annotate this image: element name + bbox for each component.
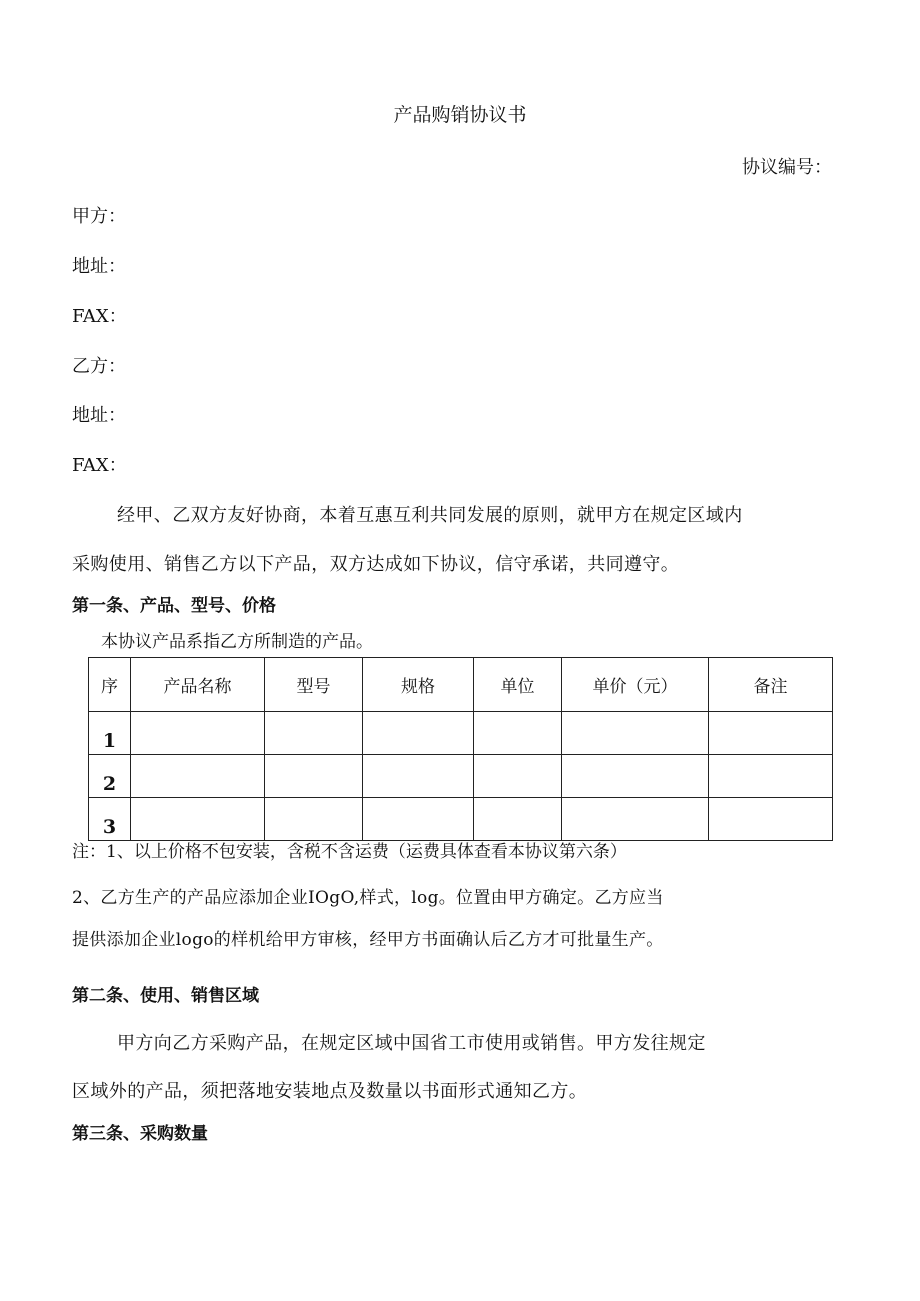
cell-model: [265, 798, 363, 841]
intro-line-1: 经甲、乙双方友好协商，本着互惠互利共同发展的原则，就甲方在规定区域内: [117, 505, 743, 526]
article2-line-2: 区域外的产品，须把落地安装地点及数量以书面形式通知乙方。: [72, 1081, 588, 1102]
article2-line-1: 甲方向乙方采购产品，在规定区域中国省工市使用或销售。甲方发往规定: [117, 1033, 706, 1054]
table-row: [89, 755, 833, 798]
cell-unit: [474, 798, 562, 841]
header-remarks: 备注: [709, 658, 833, 712]
cell-unit: [474, 755, 562, 798]
table-header-row: [89, 658, 833, 712]
article3-heading: 第三条、采购数量: [72, 1124, 208, 1144]
cell-remarks: [709, 712, 833, 755]
party-a-fax-label: FAX：: [72, 306, 127, 327]
party-b-address-label: 地址：: [72, 405, 126, 426]
cell-spec: [363, 798, 474, 841]
article1-note-2-line-1: 2、乙方生产的产品应添加企业IOgO,样式，log。位置由甲方确定。乙方应当: [72, 888, 664, 908]
article1-heading: 第一条、产品、型号、价格: [72, 596, 276, 616]
cell-spec: [363, 712, 474, 755]
cell-remarks: [709, 798, 833, 841]
row-number: 3: [89, 798, 131, 841]
header-unit-price: 单价（元）: [562, 658, 709, 712]
cell-unit-price: [562, 712, 709, 755]
party-b-name-label: 乙方：: [72, 356, 126, 377]
party-a-address-label: 地址：: [72, 256, 126, 277]
table-row: [89, 798, 833, 841]
cell-spec: [363, 755, 474, 798]
row-number: 1: [89, 712, 131, 755]
cell-remarks: [709, 755, 833, 798]
article1-note-2-line-2: 提供添加企业logo的样机给甲方审核，经甲方书面确认后乙方才可批量生产。: [72, 930, 664, 950]
agreement-number-label: 协议编号：: [742, 157, 832, 178]
table-row: [89, 712, 833, 755]
party-a-name-label: 甲方：: [72, 206, 126, 227]
header-index: 序: [89, 658, 131, 712]
party-b-fax-label: FAX：: [72, 455, 127, 476]
cell-product-name: [131, 755, 265, 798]
intro-line-2: 采购使用、销售乙方以下产品，双方达成如下协议，信守承诺，共同遵守。: [72, 554, 680, 575]
article1-note-1: 注：1、以上价格不包安装，含税不含运费（运费具体查看本协议第六条）: [72, 842, 627, 862]
article1-description: 本协议产品系指乙方所制造的产品。: [101, 632, 373, 652]
document-title: 产品购销协议书: [393, 104, 527, 126]
cell-product-name: [131, 712, 265, 755]
cell-unit: [474, 712, 562, 755]
cell-product-name: [131, 798, 265, 841]
cell-unit-price: [562, 755, 709, 798]
header-product-name: 产品名称: [131, 658, 265, 712]
cell-model: [265, 755, 363, 798]
cell-model: [265, 712, 363, 755]
header-spec: 规格: [363, 658, 474, 712]
header-model: 型号: [265, 658, 363, 712]
row-number: 2: [89, 755, 131, 798]
header-unit: 单位: [474, 658, 562, 712]
cell-unit-price: [562, 798, 709, 841]
article2-heading: 第二条、使用、销售区域: [72, 986, 259, 1006]
product-table: [88, 657, 833, 841]
